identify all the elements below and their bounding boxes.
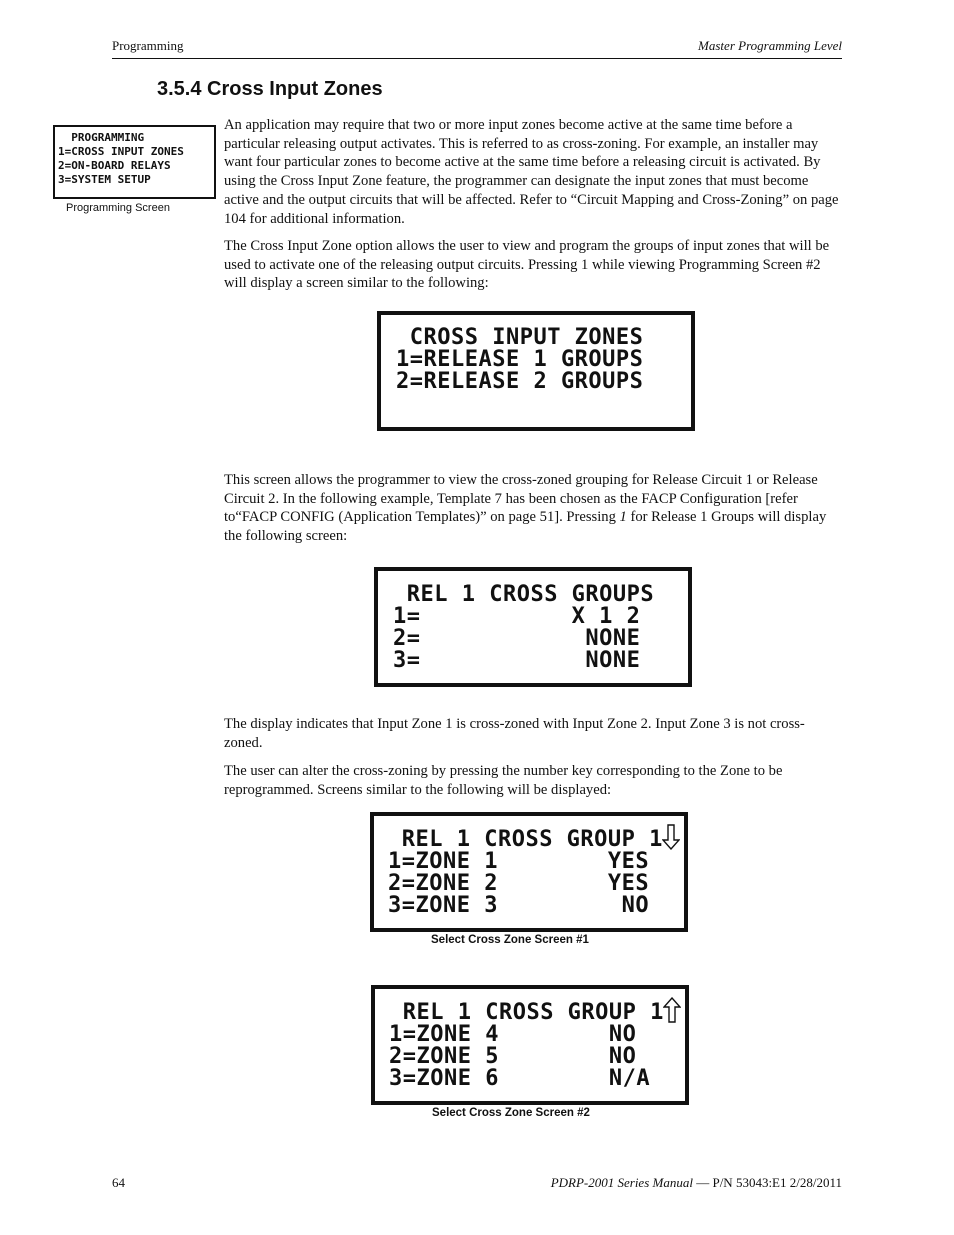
- lcd-line: CROSS INPUT ZONES: [396, 325, 644, 350]
- paragraph-1: An application may require that two or more input zones become active at the same time before a particular releasing output activates. This is referred to as cross-zoning. For example, an installer may want four particular zones to become active at the same time before a releasing circuit is activated. By using the Cross Input Zone feature, the programmer can designate the input zones that must become active and the output circuits that will be affected. Refer to “Circuit Mapping and Cross-Zoning” on page 104 for additional information.: [224, 117, 839, 227]
- paragraph-3: [224, 471, 842, 546]
- paragraph-3-start: This screen allows the programmer to view the cross-zoned grouping for Release Circuit 1 or Release Circuit 2. In the following example, Template 7 has been chosen as the FACP Configuration [refer to“FACP CONFIG (Application Templates)” on page 51]. Pressing: [224, 472, 818, 526]
- small-screen-caption: Programming Screen: [66, 202, 170, 214]
- footer-manual-info: [551, 1175, 842, 1191]
- lcd-select-cross-zone-1: [370, 812, 688, 932]
- lcd-rel1-cross-groups: [374, 567, 692, 687]
- paragraph-3-key: 1: [619, 509, 627, 526]
- caption-screen-1: Select Cross Zone Screen #1: [431, 934, 589, 946]
- lcd-line: 2=RELEASE 2 GROUPS: [396, 369, 644, 394]
- header-rule: [112, 58, 842, 59]
- lcd-line: 1=ZONE 1 YES: [388, 849, 650, 874]
- lcd-line: REL 1 CROSS GROUP 1: [389, 1000, 664, 1025]
- small-screen-line: 2=ON-BOARD RELAYS: [58, 159, 171, 172]
- lcd-line: 2=ZONE 5 NO: [389, 1044, 637, 1069]
- paragraph-4: The display indicates that Input Zone 1 is cross-zoned with Input Zone 2. Input Zone 3 is not cross-zoned.: [224, 716, 805, 751]
- header-right: Master Programming Level: [698, 38, 842, 53]
- paragraph-3-end: for Release 1 Groups will display the following screen:: [224, 509, 827, 545]
- lcd-title-row: [389, 1002, 685, 1024]
- lcd-line: 2= NONE: [393, 626, 641, 651]
- lcd-line: 2=ZONE 2 YES: [388, 871, 650, 896]
- lcd-line: 1=ZONE 4 NO: [389, 1022, 637, 1047]
- lcd-line: 3=ZONE 6 N/A: [389, 1066, 651, 1091]
- small-programming-screen: [53, 125, 216, 199]
- lcd-line: REL 1 CROSS GROUPS: [393, 582, 655, 607]
- lcd-line: REL 1 CROSS GROUP 1: [388, 827, 663, 852]
- lcd-cross-input-zones: [377, 311, 695, 431]
- small-screen-line: 3=SYSTEM SETUP: [58, 173, 151, 186]
- lcd-line: 1= X 1 2: [393, 604, 641, 629]
- lcd-line: 1=RELEASE 1 GROUPS: [396, 347, 644, 372]
- paragraph-2: The Cross Input Zone option allows the user to view and program the groups of input zones that will be used to activate one of the releasing output circuits. Pressing 1 while viewing Programming Screen #2 will display a screen similar to the following:: [224, 238, 830, 292]
- down-arrow-icon: [662, 824, 680, 850]
- paragraph-5: The user can alter the cross-zoning by pressing the number key corresponding to the Zone to be reprogrammed. Screens similar to the following will be displayed:: [224, 763, 783, 798]
- lcd-title-row: [388, 829, 684, 851]
- section-title: 3.5.4 Cross Input Zones: [157, 78, 383, 100]
- footer-part-number: — P/N 53043:E1 2/28/2011: [692, 1175, 842, 1190]
- lcd-select-cross-zone-2: [371, 985, 689, 1105]
- small-screen-line: 1=CROSS INPUT ZONES: [58, 145, 184, 158]
- lcd-line: 3=ZONE 3 NO: [388, 893, 650, 918]
- footer-page-number: 64: [112, 1175, 125, 1190]
- up-arrow-icon: [663, 997, 681, 1023]
- lcd-line: 3= NONE: [393, 648, 641, 673]
- footer-manual-title: PDRP-2001 Series Manual: [550, 1175, 693, 1190]
- header-left: Programming: [112, 38, 184, 53]
- small-screen-line: PROGRAMMING: [58, 131, 145, 144]
- caption-screen-2: Select Cross Zone Screen #2: [432, 1107, 590, 1119]
